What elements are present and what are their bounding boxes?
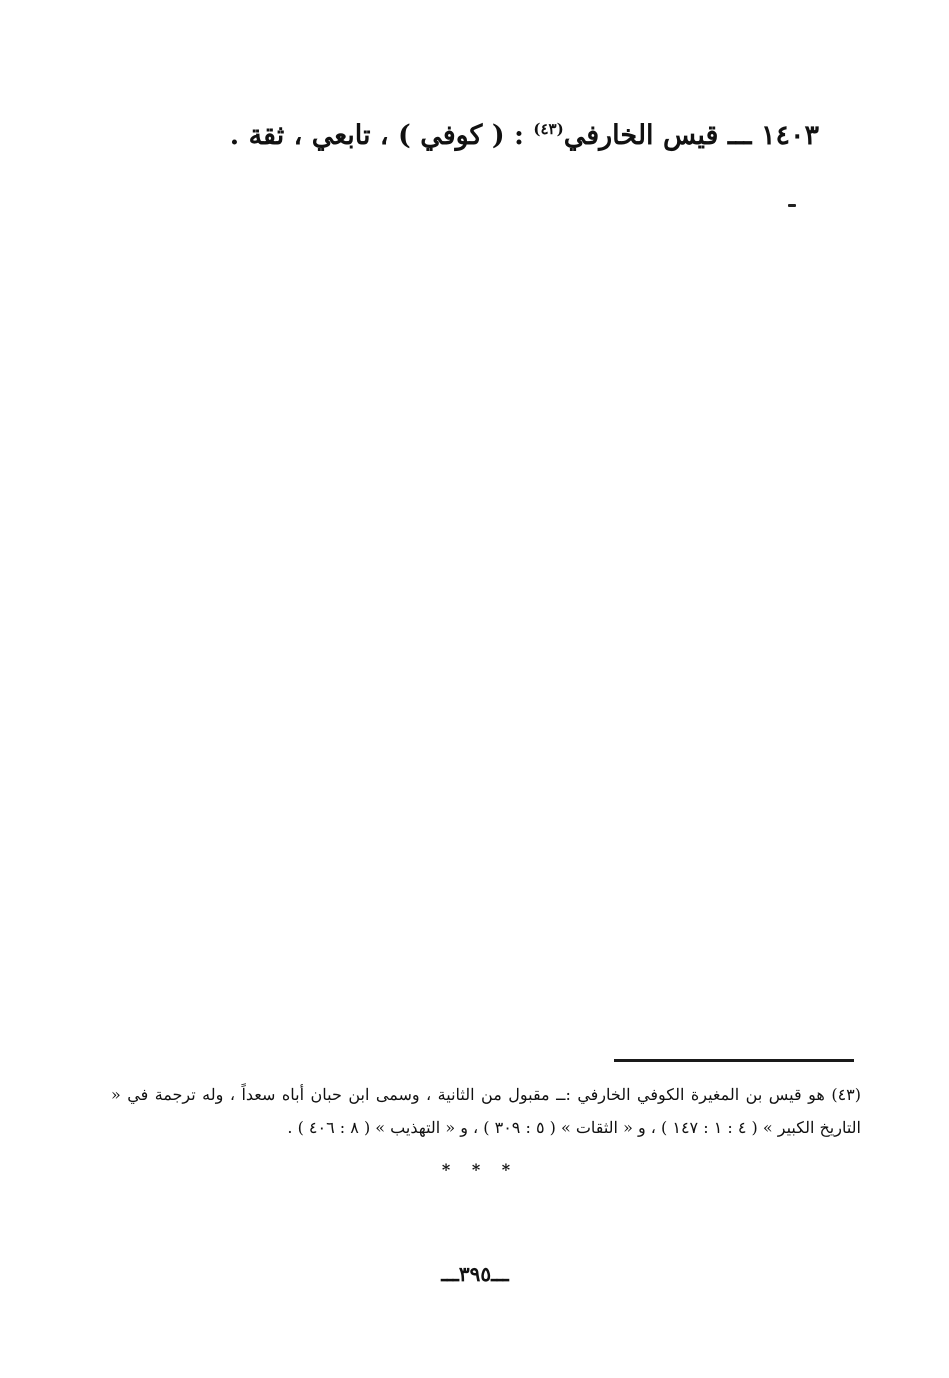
entry-name: قيس الخارفي xyxy=(563,120,719,151)
footnote-marker: (٤٣) xyxy=(831,1085,861,1104)
biography-entry xyxy=(179,112,819,160)
footnote-text: هو قيس بن المغيرة الكوفي الخارفي :ــ مقبول من الثانية ، وسمى ابن حبان أباه سعداً ، وله ترجمة في « التاريخ الكبير » ( ٤ : ١ : ١٤٧ ) ، و « الثقات » ( ٥ : ٣٠٩ ) ، و « التهذيب » ( ٨ : ٤٠٦ ) . xyxy=(111,1085,861,1137)
entry-description: : ( كوفي ) ، تابعي ، ثقة . xyxy=(229,120,524,151)
footnote xyxy=(111,1078,861,1144)
section-separator: * * * xyxy=(441,1160,519,1179)
print-mark xyxy=(788,204,796,207)
entry-number: ١٤٠٣ xyxy=(760,120,819,151)
page-number: ـــ٣٩٥ـــ xyxy=(441,1262,509,1286)
footnote-divider xyxy=(614,1059,854,1062)
footnote-reference: (٤٣) xyxy=(533,120,564,138)
entry-dash: ـــ xyxy=(727,120,752,151)
